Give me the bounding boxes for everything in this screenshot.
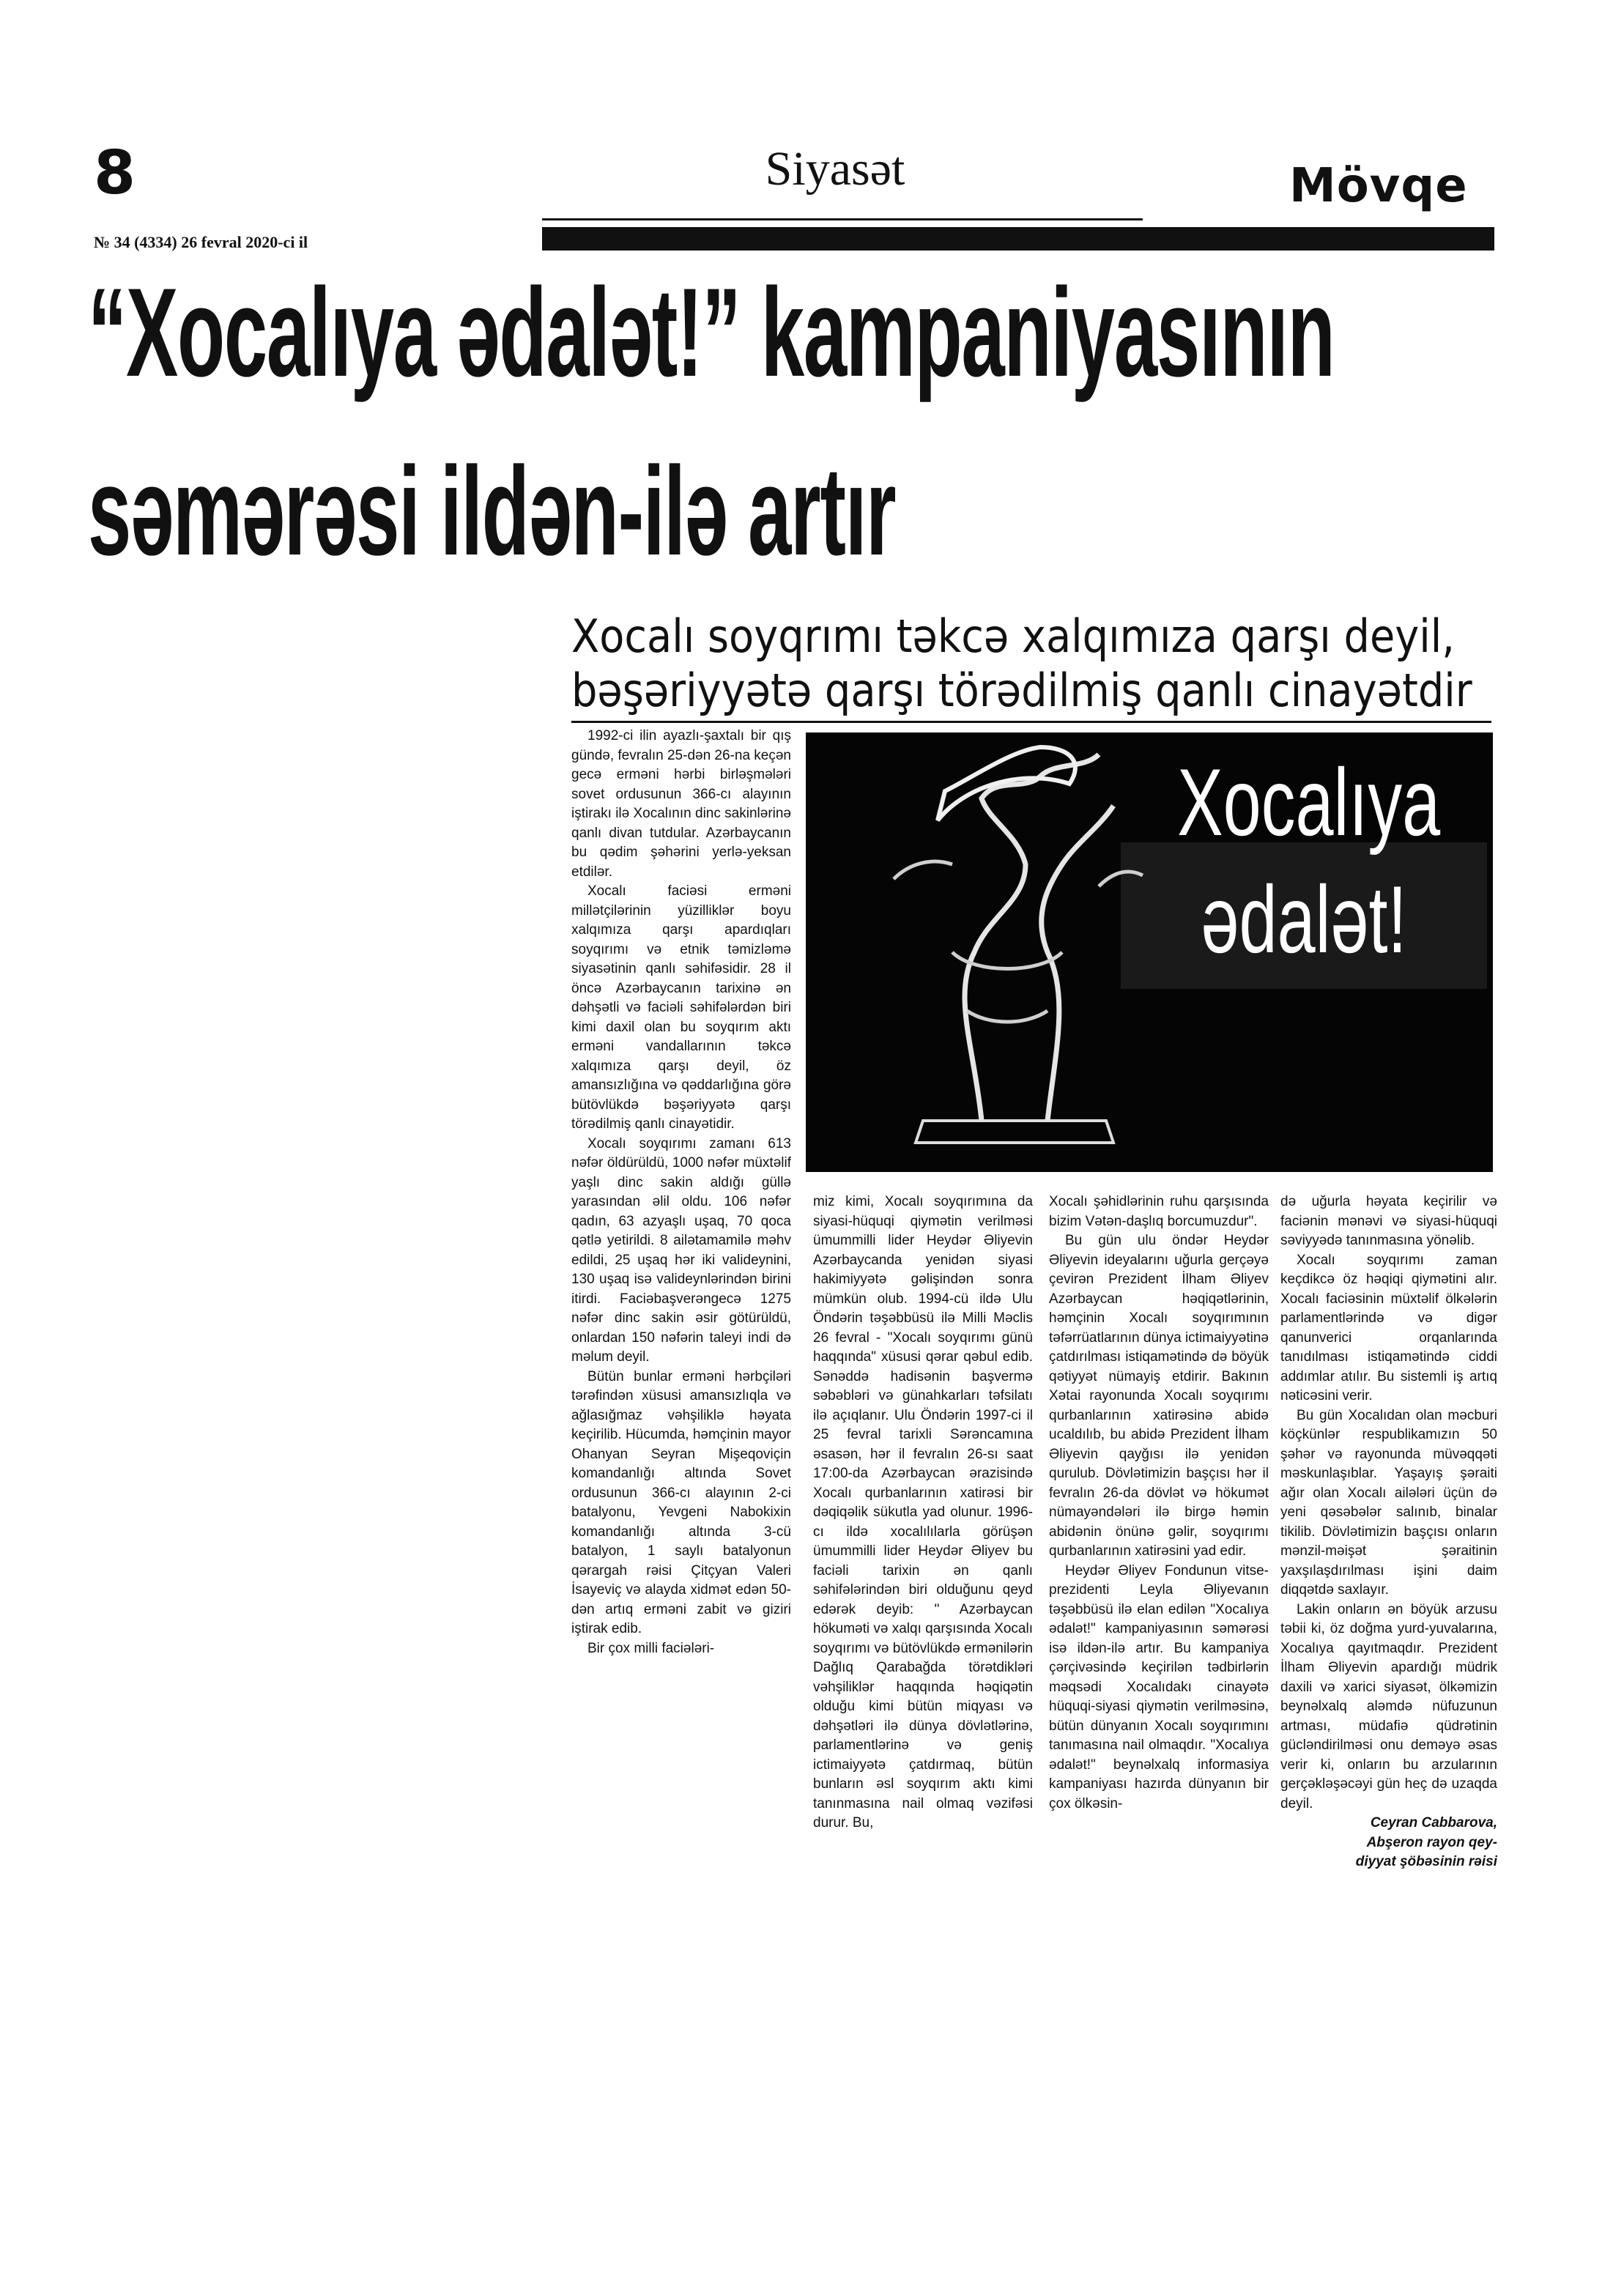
section-rule [542, 218, 1143, 220]
paragraph: Bu gün ulu öndər Heydər Əliyevin ideyalarını uğurla gerçəyə çevirən Prezident İlham Əliyev Azərbaycan həqiqətlərinin, həmçinin Xocalı soyqırımının təfərrüatlarının dünya ictimaiyyətinə çatdırılması istiqamətində də böyük qətiyyət nümayiş etdirir. Bakının Xətai rayonunda Xocalı soyqırımı qurbanlarının xatirəsinə abidə ucaldılıb, bu abidə Prezident İlham Əliyevin qayğısı ilə yenidən qurulub. Dövlətimizin başçısı hər il fevralın 26-da dövlət və hökumət nümayəndələri ilə birgə həmin abidənin önünə gəlir, soyqırımı qurbanlarının xatirəsini yad edir. [1049, 1233, 1269, 1559]
paragraph: Bütün bunlar erməni hərbçiləri tərəfindən xüsusi amansızlıqla və ağlasığmaz vəhşiliklə həyata keçirilib. Hücumda, həmçinin mayor Ohanyan Seyran Mişeqoviçin komandanlığı altında Sovet ordusunun 366-cı alayının 2-ci batalyonu, Yevgeni Nabokixin komandanlığı altında 3-cü batalyon, 1 saylı batalyonun qərargah rəisi Çitçyan Valeri İsayeviç və alayda xidmət edən 50-dən artıq erməni zabit və giziri iştirak edib. [571, 1368, 791, 1636]
issue-line: № 34 (4334) 26 fevral 2020-ci il [94, 233, 308, 251]
paragraph: Xocalı soyqırımı zamanı 613 nəfər öldürüldü, 1000 nəfər müxtəlif yaşlı dinc sakin aldığı güllə yarasından əlil oldu. 106 nəfər qadın, 63 azyaşlı uşaq, 70 qoca qətlə yetirildi. 8 ailətamamilə məhv edildi, 25 uşaq hər iki valideynini, 130 uşaq isə valideynlərindən birini itirdi. Faciəbaşverəngecə 1275 nəfər dinc sakin əsir götürüldü, onlardan 150 nəfərin taleyi indi də məlum deyil. [571, 1135, 791, 1365]
subheadline-line-2: bəşəriyyətə qarşı törədilmiş qanlı cinayətdir [571, 664, 1472, 717]
headline-line-1: “Xocalıya ədalət!” kampaniyasının [88, 262, 1335, 403]
paragraph: Xocalı faciəsi erməni millətçilərinin yüzilliklər boyu xalqımıza qarşı apardıqları soyqırımı və etnik təmizləmə siyasətinin qanlı səhifəsidir. 28 il öncə Azərbaycanın tarixinə ən dəhşətli və faciəli səhifələrdən biri kimi daxil olan bu soyqırım aktı erməni vandallarının təkcə xalqımıza qarşı deyil, öz amansızlığına və qəddarlığına görə bütövlükdə bəşəriyyətə qarşı törədilmiş qanlı cinayətidir. [571, 883, 791, 1132]
paragraph: Bu gün Xocalıdan olan məcburi köçkünlər respublikamızın 50 şəhər və rayonunda müvəqqəti məskunlaşıblar. Yaşayış şəraiti ağır olan Xocalı ailələri üçün də yeni qəsəbələr salınıb, binalar tikilib. Dövlətimizin başçısı onların mənzil-məişət şəraitinin yaxşılaşdırılması işini daim diqqətdə saxlayır. [1280, 1407, 1497, 1598]
header-bar [542, 227, 1494, 251]
photo-title-line-2: ədalət! [1201, 866, 1407, 973]
paragraph: Bir çox milli faciələri- [587, 1640, 715, 1656]
subheadline-line-1: Xocalı soyqrımı təkcə xalqımıza qarşı deyil, [571, 609, 1456, 663]
headline-line-2: səmərəsi ildən-ilə artır [88, 441, 896, 582]
paragraph: 1992-ci ilin ayazlı-şaxtalı bir qış gündə, fevralın 25-dən 26-na keçən gecə erməni hərbi birləşmələri sovet ordusunun 366-cı alayının iştirakı ilə Xocalının dinc sakinlərinə qanlı divan tutdular. Azərbaycanın bu qədim şəhərini yerlə-yeksan etdilər. [571, 728, 791, 880]
article-column-4 [1280, 1193, 1497, 2162]
paragraph: Heydər Əliyev Fondunun vitse-prezidenti Leyla Əliyevanın təşəbbüsü ilə elan edilən "Xocalıya ədalət!" kampaniyasının səmərəsi isə ildən-ilə artır. Bu kampaniya çərçivəsində keçirilən tədbirlərin məqsədi Xocalıdakı cinayətə hüquqi-siyasi qiymətin verilməsinə, bütün dünyanın Xocalı soyqırımını tanımasına nail olmaqdır. "Xocalıya ədalət!" beynəlxalq informasiya kampaniyası hazırda dünyanın bir çox ölkəsin- [1049, 1562, 1269, 1811]
article-column-3 [1049, 1193, 1269, 2162]
article-column-2 [813, 1193, 1033, 2162]
paragraph: də uğurla həyata keçirilir və faciənin mənəvi və siyasi-hüquqi səviyyədə tanınmasına yönəlib. [1280, 1194, 1497, 1248]
paragraph: Xocalı soyqırımı zaman keçdikcə öz həqiqi qiymətini alır. Xocalı faciəsinin müxtəlif ölkələrin parlamentlərində və digər qanunverici orqanlarında tanıdılması istiqamətində ciddi addımlar atılır. Bu sistemli iş artıq nəticəsini verir. [1280, 1252, 1497, 1403]
paragraph: Xocalı şəhidlərinin ruhu qarşısında bizim Vətən-daşlıq borcumuzdur". [1049, 1194, 1269, 1229]
author-title-line-1: Abşeron rayon qey- [1366, 1834, 1497, 1850]
author-name: Ceyran Cabbarova, [1370, 1815, 1497, 1831]
subheadline-rule [571, 721, 1491, 723]
page-number: 8 [94, 138, 136, 208]
newspaper-brand: Mövqe [1289, 159, 1468, 213]
paragraph: Lakin onların ən böyük arzusu təbii ki, öz doğma yurd-yuvalarına, Xocalıya qayıtmaqdır. Prezident İlham Əliyevin apardığı müdrik daxili və xarici siyasət, ölkəmizin beynəlxalq aləmdə nüfuzunun artması, müdafiə qüdrətinin gücləndirilməsi onu deməyə əsas verir ki, onların bu arzularının gerçəkləşəcəyi gün heç də uzaqda deyil. [1280, 1601, 1497, 1811]
photo-title-line-1: Xocalıya [1177, 749, 1441, 856]
author-title-line-2: diyyat şöbəsinin rəisi [1355, 1854, 1497, 1869]
section-title: Siyasət [765, 142, 905, 196]
article-column-1 [571, 727, 791, 2162]
paragraph: miz kimi, Xocalı soyqırımına da siyasi-hüquqi qiymətin verilməsi ümummilli lider Heydər Əliyevin Azərbaycanda yenidən siyasi hakimiyyətə gəlişindən sonra mümkün olub. 1994-cü ildə Ulu Öndərin təşəbbüsü ilə Milli Məclis 26 fevral - "Xocalı soyqırımı günü haqqında" xüsusi qərar qəbul edib. Sənəddə hadisənin başvermə səbəbləri və günahkarları təfsilatı ilə açıqlanır. Ulu Öndərin 1997-ci il 25 fevral tarixli Sərəncamına əsasən, hər il fevralın 26-sı saat 17:00-da Azərbaycan ərazisində Xocalı qurbanlarının xatirəsi bir dəqiqəlik sükutla yad olunur. 1996-cı ildə xocalılılarla görüşən ümummilli lider Heydər Əliyev bu faciəli tarixin ən qanlı səhifələrindən biri olduğunu qeyd edərək deyib: " Azərbaycan hökuməti və xalqı qarşısında Xocalı soyqırımı və bütövlükdə ermənilərin Dağlıq Qarabağda törətdikləri vəhşiliklər haqqında həqiqətin olduğu kimi bütün miqyası və dəhşətləri ilə dünya dövlətlərinə, parlamentlərinə və geniş ictimaiyyətə çatdırmaq, bütün bunların əsl soyqırım aktı kimi tanınmasına nail olmaq vəzifəsi durur. Bu, [813, 1194, 1033, 1831]
